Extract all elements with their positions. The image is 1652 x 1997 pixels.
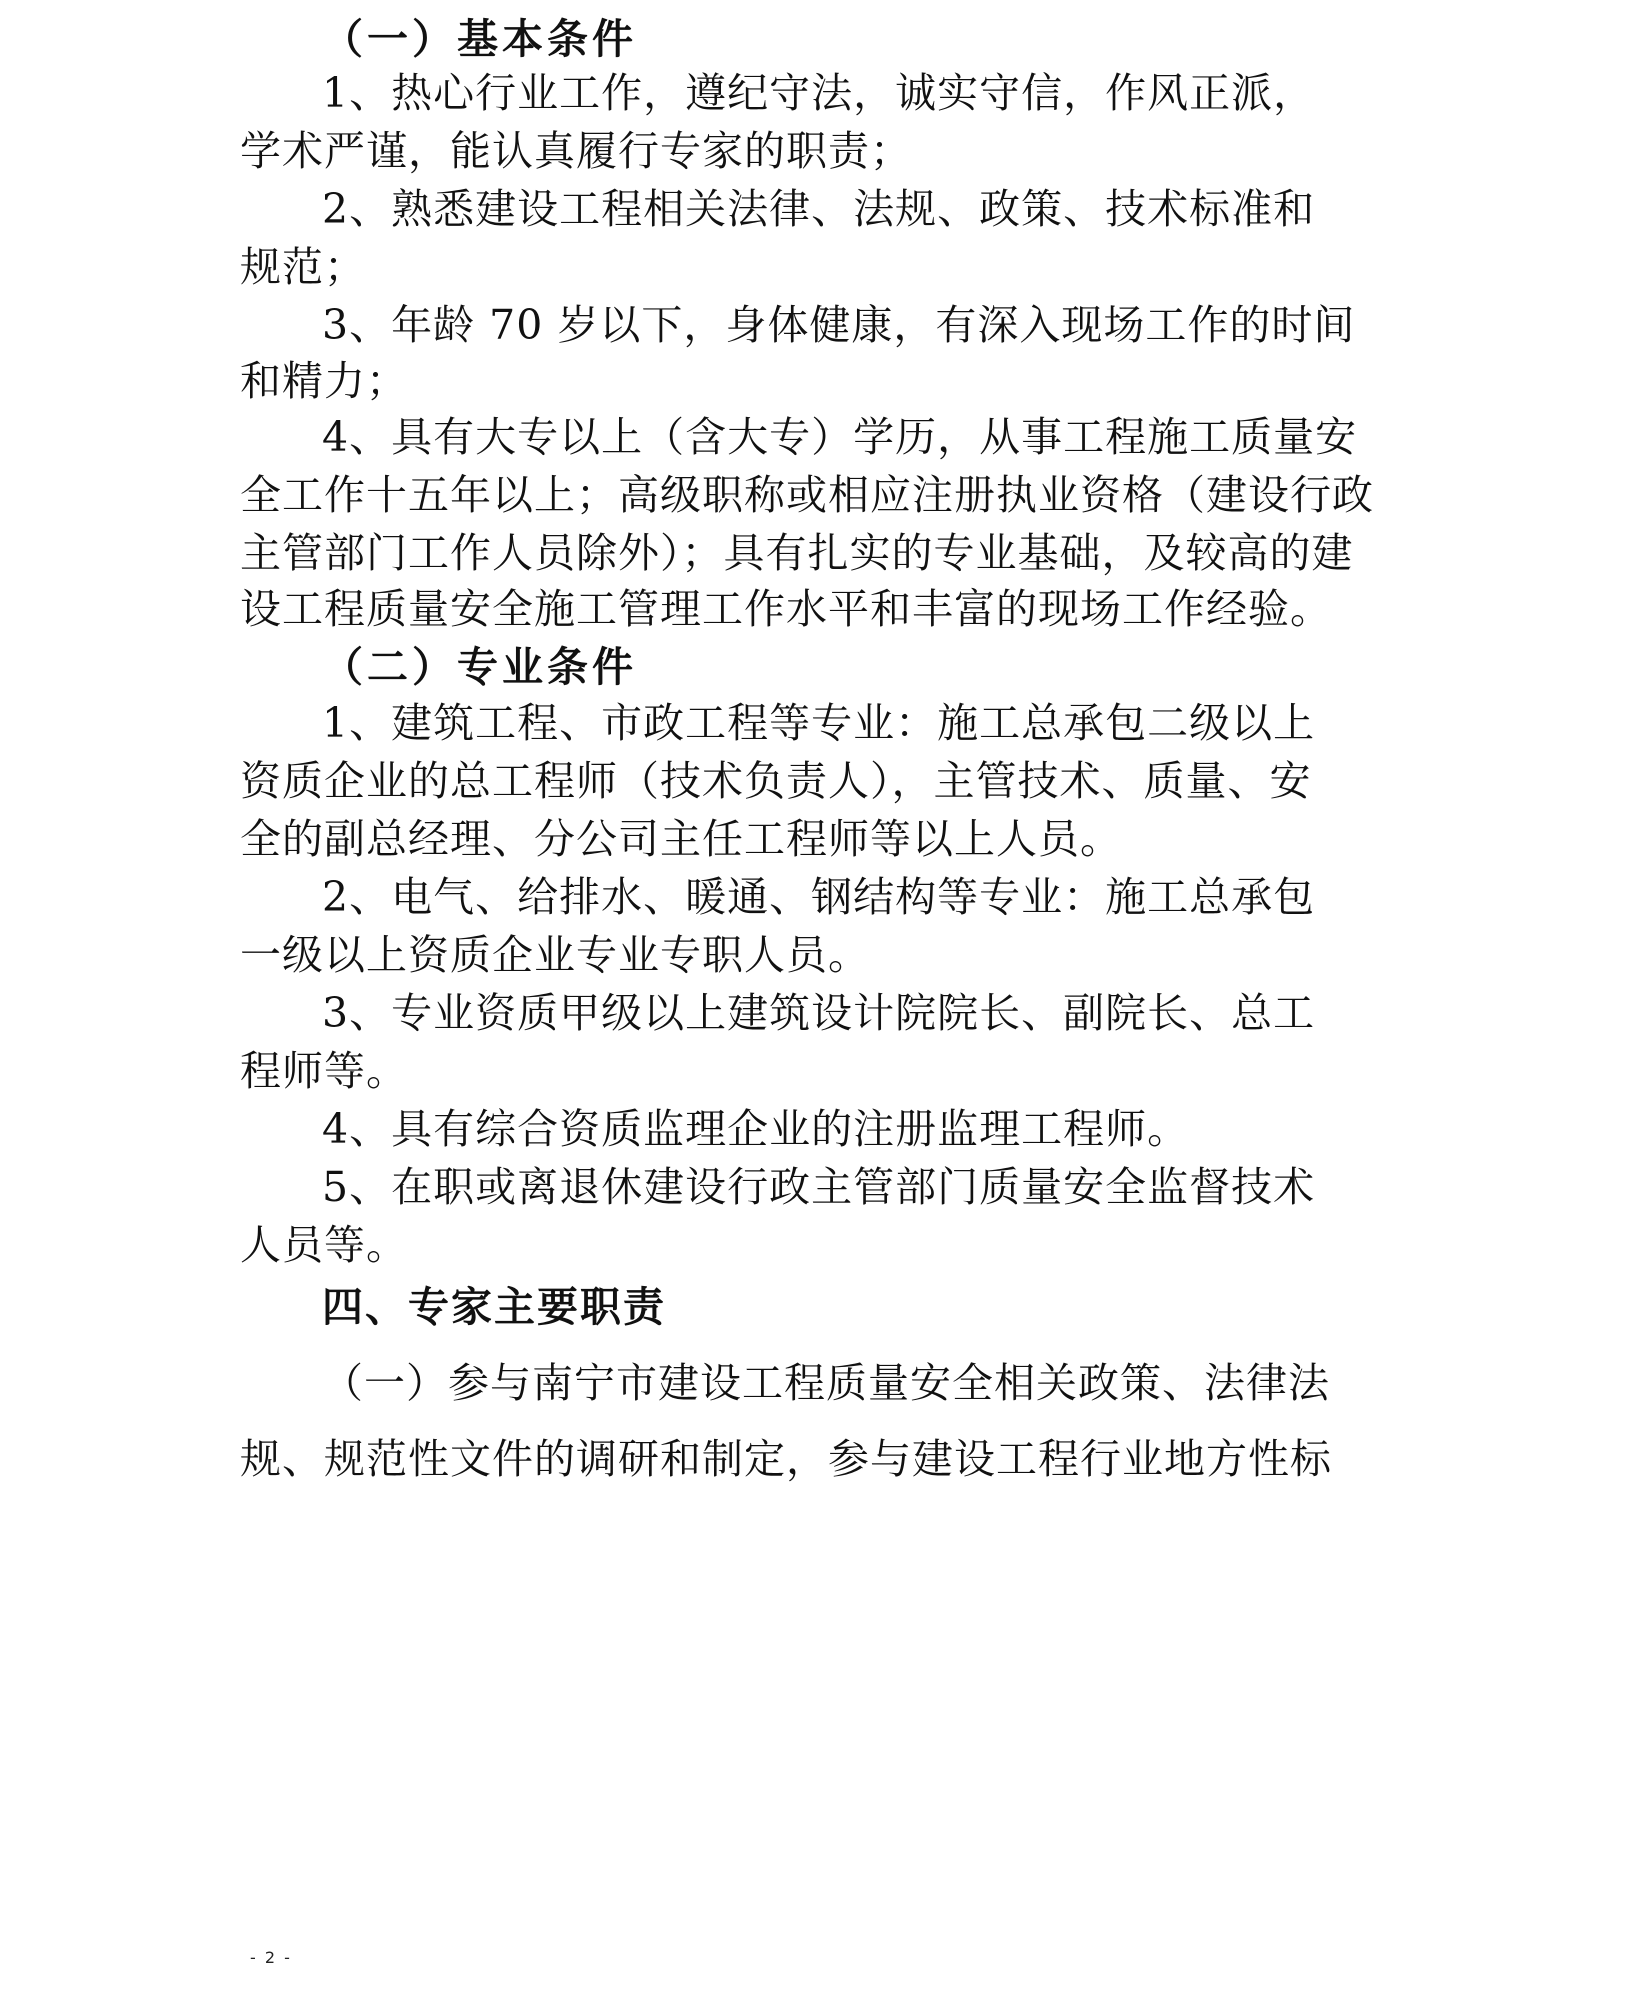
- paragraph-line: （一）参与南宁市建设工程质量安全相关政策、法律法: [322, 1359, 1330, 1407]
- paragraph-line: 1、热心行业工作，遵纪守法，诚实守信，作风正派，: [322, 69, 1316, 117]
- paragraph-line: 规范；: [240, 243, 366, 291]
- page-number: - 2 -: [250, 1948, 292, 1967]
- paragraph-line: 设工程质量安全施工管理工作水平和丰富的现场工作经验。: [240, 585, 1332, 633]
- paragraph-line: 和精力；: [240, 357, 408, 405]
- section-heading-expert-duties: 四、专家主要职责: [322, 1283, 666, 1331]
- paragraph-line: 一级以上资质企业专业专职人员。: [240, 931, 870, 979]
- paragraph-line: 4、具有大专以上（含大专）学历，从事工程施工质量安: [322, 413, 1358, 461]
- paragraph-line: 资质企业的总工程师（技术负责人），主管技术、质量、安: [240, 757, 1312, 805]
- paragraph-line: 全的副总经理、分公司主任工程师等以上人员。: [240, 815, 1122, 863]
- paragraph-line: 学术严谨，能认真履行专家的职责；: [240, 127, 912, 175]
- paragraph-line: 5、在职或离退休建设行政主管部门质量安全监督技术: [322, 1163, 1316, 1211]
- paragraph-line: 3、年龄 70 岁以下，身体健康，有深入现场工作的时间: [322, 301, 1356, 349]
- paragraph-line: 4、具有综合资质监理企业的注册监理工程师。: [322, 1105, 1190, 1153]
- paragraph-line: 人员等。: [240, 1221, 408, 1269]
- paragraph-line: 程师等。: [240, 1047, 408, 1095]
- section-heading-professional-conditions: （二）专业条件: [322, 643, 637, 691]
- paragraph-line: 全工作十五年以上；高级职称或相应注册执业资格（建设行政: [240, 471, 1374, 519]
- paragraph-line: 2、熟悉建设工程相关法律、法规、政策、技术标准和: [322, 185, 1316, 233]
- section-heading-basic-conditions: （一）基本条件: [322, 15, 637, 63]
- paragraph-line: 规、规范性文件的调研和制定，参与建设工程行业地方性标: [240, 1435, 1332, 1483]
- paragraph-line: 1、建筑工程、市政工程等专业：施工总承包二级以上: [322, 699, 1316, 747]
- paragraph-line: 主管部门工作人员除外）；具有扎实的专业基础，及较高的建: [240, 529, 1354, 577]
- paragraph-line: 3、专业资质甲级以上建筑设计院院长、副院长、总工: [322, 989, 1316, 1037]
- paragraph-line: 2、电气、给排水、暖通、钢结构等专业：施工总承包: [322, 873, 1316, 921]
